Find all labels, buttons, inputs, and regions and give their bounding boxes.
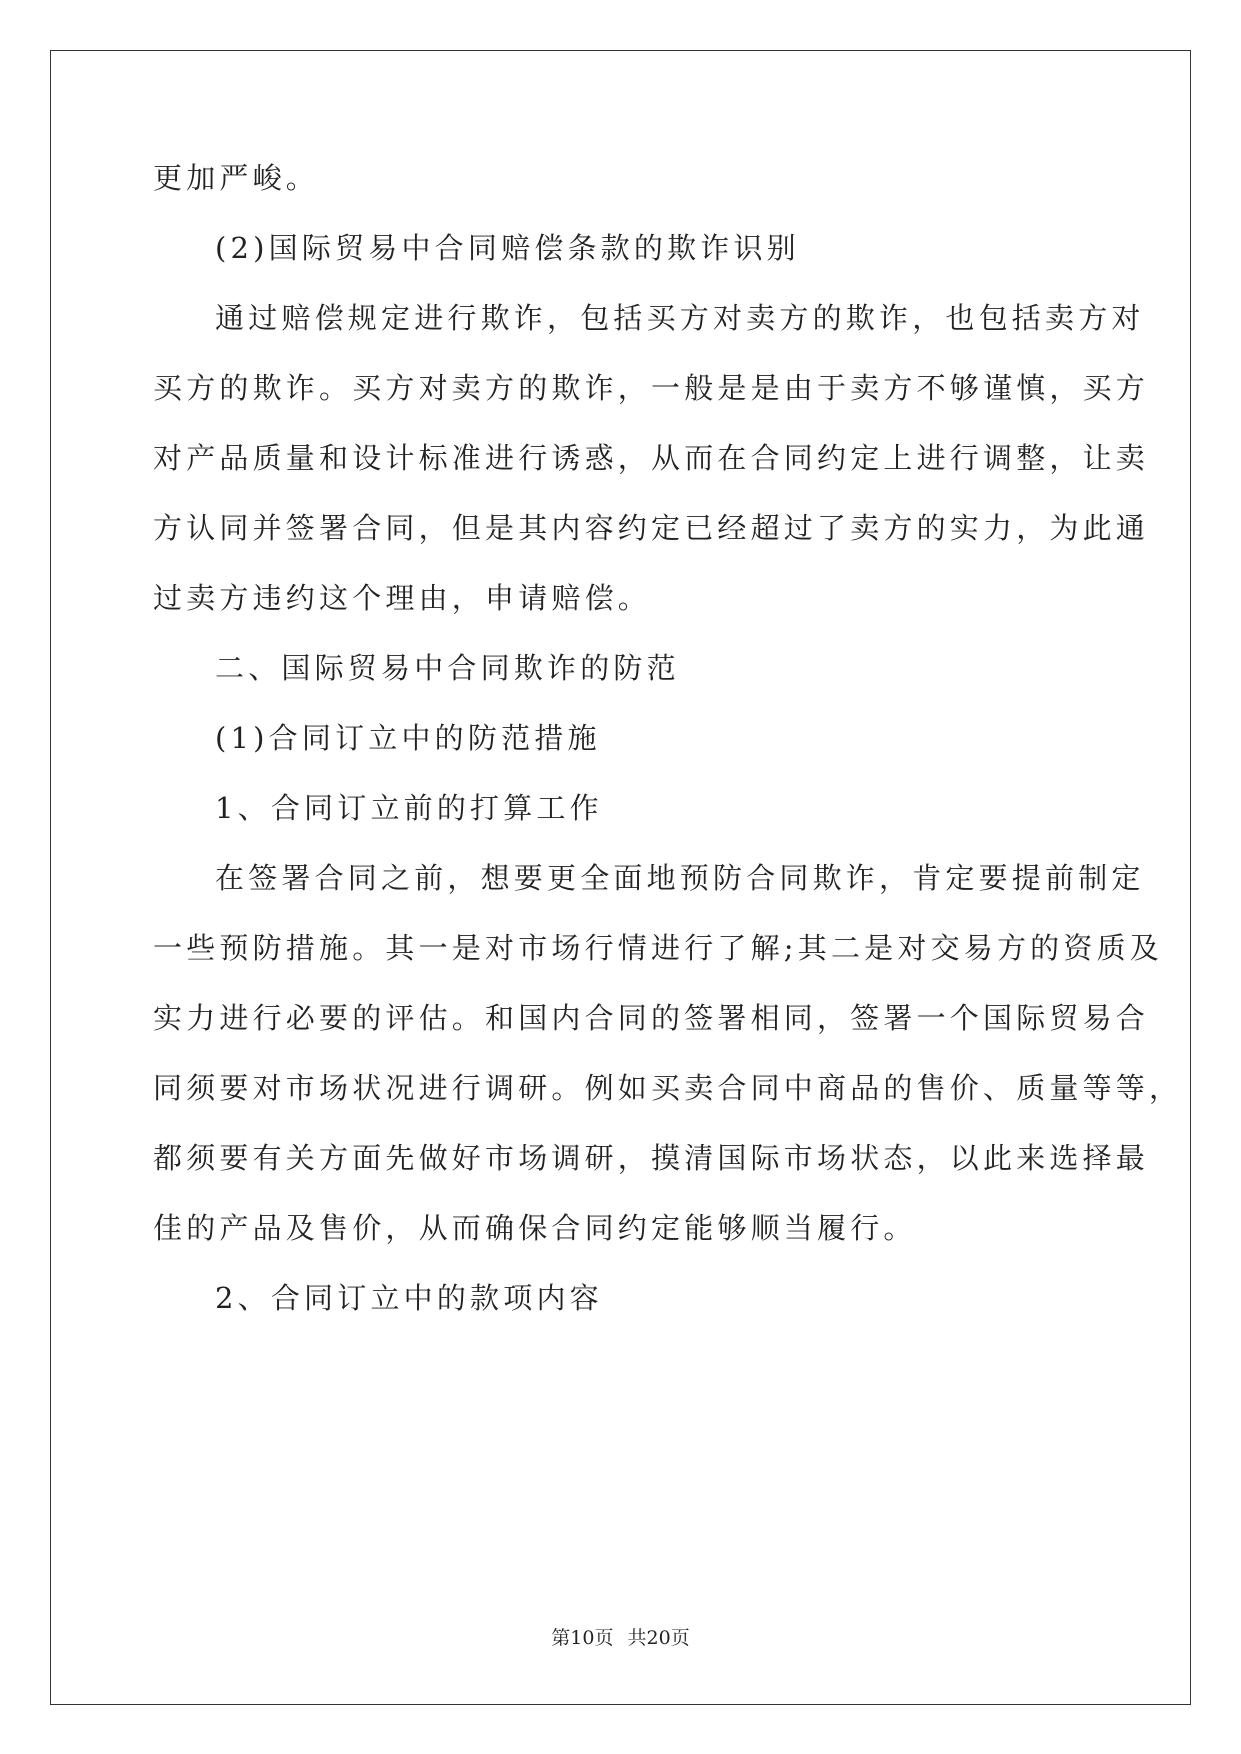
section-heading: 2、合同订立中的款项内容 [215, 1281, 603, 1315]
text-line: 过卖方违约这个理由，申请赔偿。 [153, 581, 652, 615]
text-line: 更加严峻。 [153, 161, 320, 195]
text-line: 一些预防措施。其一是对市场行情进行了解;其二是对交易方的资质及 [153, 931, 1163, 965]
text-line: 都须要有关方面先做好市场调研，摸清国际市场状态，以此来选择最 [153, 1141, 1150, 1175]
text-line: 对产品质量和设计标准进行诱惑，从而在合同约定上进行调整，让卖 [153, 441, 1150, 475]
section-heading: 二、国际贸易中合同欺诈的防范 [215, 651, 680, 685]
current-page-number: 第10页 [551, 1627, 614, 1649]
page-footer [0, 1623, 1241, 1650]
text-line: 同须要对市场状况进行调研。例如买卖合同中商品的售价、质量等等， [153, 1071, 1183, 1105]
text-line: 买方的欺诈。买方对卖方的欺诈，一般是是由于卖方不够谨慎，买方 [153, 371, 1150, 405]
text-line: 实力进行必要的评估。和国内合同的签署相同，签署一个国际贸易合 [153, 1001, 1150, 1035]
section-heading: 1、合同订立前的打算工作 [215, 791, 603, 825]
text-line: 佳的产品及售价，从而确保合同约定能够顺当履行。 [153, 1211, 917, 1245]
total-page-count: 共20页 [627, 1627, 690, 1649]
text-line: 通过赔偿规定进行欺诈，包括买方对卖方的欺诈，也包括卖方对 [215, 301, 1145, 335]
text-line: 方认同并签署合同，但是其内容约定已经超过了卖方的实力，为此通 [153, 511, 1150, 545]
section-heading: (1)合同订立中的防范措施 [215, 721, 601, 755]
section-heading: (2)国际贸易中合同赔偿条款的欺诈识别 [215, 231, 800, 265]
text-line: 在签署合同之前，想要更全面地预防合同欺诈，肯定要提前制定 [215, 861, 1145, 895]
